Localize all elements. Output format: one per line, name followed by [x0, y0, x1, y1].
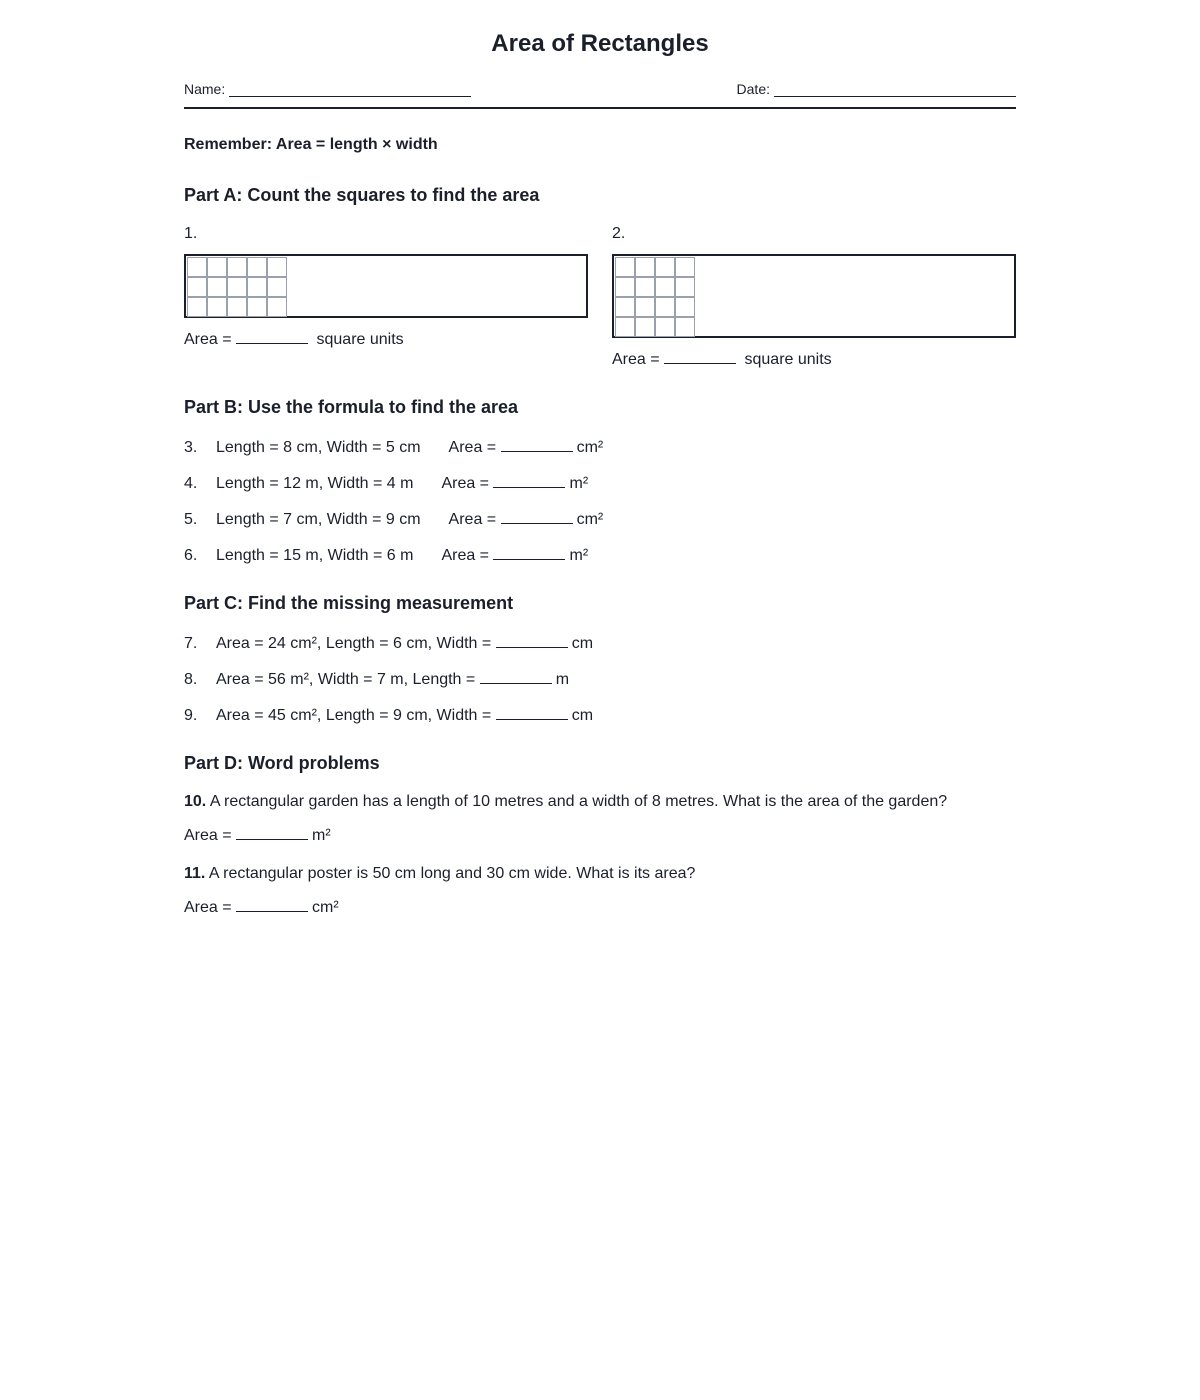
grid-square	[227, 277, 247, 297]
part-b-heading: Part B: Use the formula to find the area	[184, 397, 519, 417]
problem-3-text: Length = 8 cm, Width = 5 cm	[216, 439, 421, 456]
problem-11-text: A rectangular poster is 50 cm long and 30 cm wide. What is its area?	[208, 865, 696, 882]
problem-2-answer-blank[interactable]	[664, 349, 736, 364]
problem-9-text: Area = 45 cm², Length = 9 cm, Width =	[216, 707, 492, 724]
problem-11-area-prefix: Area =	[184, 899, 232, 916]
part-a-heading: Part A: Count the squares to find the area	[184, 185, 540, 205]
problem-6-answer-blank[interactable]	[493, 545, 565, 560]
grid-square	[655, 277, 675, 297]
grid-square	[247, 257, 267, 277]
problem-2-number: 2.	[612, 225, 626, 242]
problem-11-answer	[184, 897, 339, 917]
problem-5-answer-blank[interactable]	[501, 509, 573, 524]
grid-square	[675, 317, 695, 337]
problem-8-answer-blank[interactable]	[480, 669, 552, 684]
grid-square	[655, 297, 675, 317]
problem-2-rectangle	[612, 254, 1016, 338]
grid-square	[655, 317, 675, 337]
problem-4-area-prefix: Area =	[441, 475, 490, 492]
problem-7-number: 7.	[184, 635, 198, 652]
date-field	[737, 81, 1016, 97]
grid-square	[655, 257, 675, 277]
problem-2-grid	[615, 257, 695, 337]
problem-2-unit: square units	[744, 351, 832, 368]
problem-11-question	[184, 865, 695, 883]
problem-4	[184, 473, 588, 493]
formula-reminder: Remember: Area = length × width	[184, 136, 438, 153]
grid-square	[187, 297, 207, 317]
part-c-heading: Part C: Find the missing measurement	[184, 593, 514, 613]
grid-square	[635, 277, 655, 297]
problem-6	[184, 545, 588, 565]
grid-square	[675, 277, 695, 297]
problem-8-number: 8.	[184, 671, 198, 688]
problem-5	[184, 509, 603, 529]
problem-10-area-prefix: Area =	[184, 827, 232, 844]
problem-10-unit: m²	[312, 827, 331, 844]
problem-10-text: A rectangular garden has a length of 10 metres and a width of 8 metres. What is the area of the garden?	[209, 793, 948, 810]
problem-6-area-prefix: Area =	[441, 547, 490, 564]
grid-square	[635, 257, 655, 277]
problem-8-text: Area = 56 m², Width = 7 m, Length =	[216, 671, 476, 688]
grid-square	[247, 297, 267, 317]
problem-1-grid	[187, 257, 287, 317]
header-divider	[184, 107, 1016, 109]
grid-square	[615, 277, 635, 297]
grid-square	[615, 317, 635, 337]
problem-5-area-prefix: Area =	[448, 511, 497, 528]
problem-9-number: 9.	[184, 707, 198, 724]
problem-1-unit: square units	[316, 331, 404, 348]
problem-6-number: 6.	[184, 547, 198, 564]
problem-1-answer-blank[interactable]	[236, 329, 308, 344]
problem-6-unit: m²	[569, 547, 589, 564]
problem-1-number: 1.	[184, 225, 198, 242]
problem-5-text: Length = 7 cm, Width = 9 cm	[216, 511, 421, 528]
problem-7-text: Area = 24 cm², Length = 6 cm, Width =	[216, 635, 492, 652]
problem-2-area-prefix: Area =	[612, 351, 660, 368]
problem-1-area-prefix: Area =	[184, 331, 232, 348]
grid-square	[615, 297, 635, 317]
problem-3-answer-blank[interactable]	[501, 437, 573, 452]
grid-square	[267, 297, 287, 317]
grid-square	[615, 257, 635, 277]
problem-10-number: 10.	[184, 793, 207, 810]
problem-6-text: Length = 15 m, Width = 6 m	[216, 547, 414, 564]
problem-11-number: 11.	[184, 865, 206, 882]
problem-8	[184, 669, 569, 689]
problem-1-answer	[184, 329, 404, 349]
problem-8-unit: m	[555, 671, 570, 688]
grid-square	[675, 297, 695, 317]
problem-3-number: 3.	[184, 439, 198, 456]
problem-7-unit: cm	[571, 635, 594, 652]
problem-10-answer	[184, 825, 331, 845]
problem-4-answer-blank[interactable]	[493, 473, 565, 488]
grid-square	[187, 277, 207, 297]
grid-square	[635, 297, 655, 317]
problem-7	[184, 633, 593, 653]
problem-7-answer-blank[interactable]	[496, 633, 568, 648]
problem-5-number: 5.	[184, 511, 198, 528]
problem-4-text: Length = 12 m, Width = 4 m	[216, 475, 414, 492]
problem-5-unit: cm²	[576, 511, 604, 528]
grid-square	[227, 257, 247, 277]
problem-9-answer-blank[interactable]	[496, 705, 568, 720]
problem-2-answer	[612, 349, 832, 369]
problem-3	[184, 437, 603, 457]
problem-9-unit: cm	[571, 707, 594, 724]
grid-square	[227, 297, 247, 317]
problem-10-answer-blank[interactable]	[236, 825, 308, 840]
part-d-heading: Part D: Word problems	[184, 753, 380, 773]
problem-11-answer-blank[interactable]	[236, 897, 308, 912]
grid-square	[635, 317, 655, 337]
grid-square	[267, 277, 287, 297]
grid-square	[675, 257, 695, 277]
problem-3-area-prefix: Area =	[448, 439, 497, 456]
problem-10-question	[184, 793, 947, 811]
grid-square	[207, 257, 227, 277]
grid-square	[247, 277, 267, 297]
problem-4-number: 4.	[184, 475, 198, 492]
grid-square	[207, 297, 227, 317]
date-input-line[interactable]	[774, 81, 1016, 97]
grid-square	[187, 257, 207, 277]
grid-square	[267, 257, 287, 277]
date-label: Date:	[736, 81, 770, 97]
name-input-line[interactable]	[229, 81, 471, 97]
problem-11-unit: cm²	[312, 899, 339, 916]
grid-square	[207, 277, 227, 297]
name-label: Name:	[184, 81, 226, 97]
name-field	[184, 81, 471, 97]
problem-9	[184, 705, 593, 725]
problem-1-rectangle	[184, 254, 588, 318]
problem-4-unit: m²	[569, 475, 589, 492]
problem-3-unit: cm²	[576, 439, 604, 456]
page-title: Area of Rectangles	[491, 30, 709, 57]
